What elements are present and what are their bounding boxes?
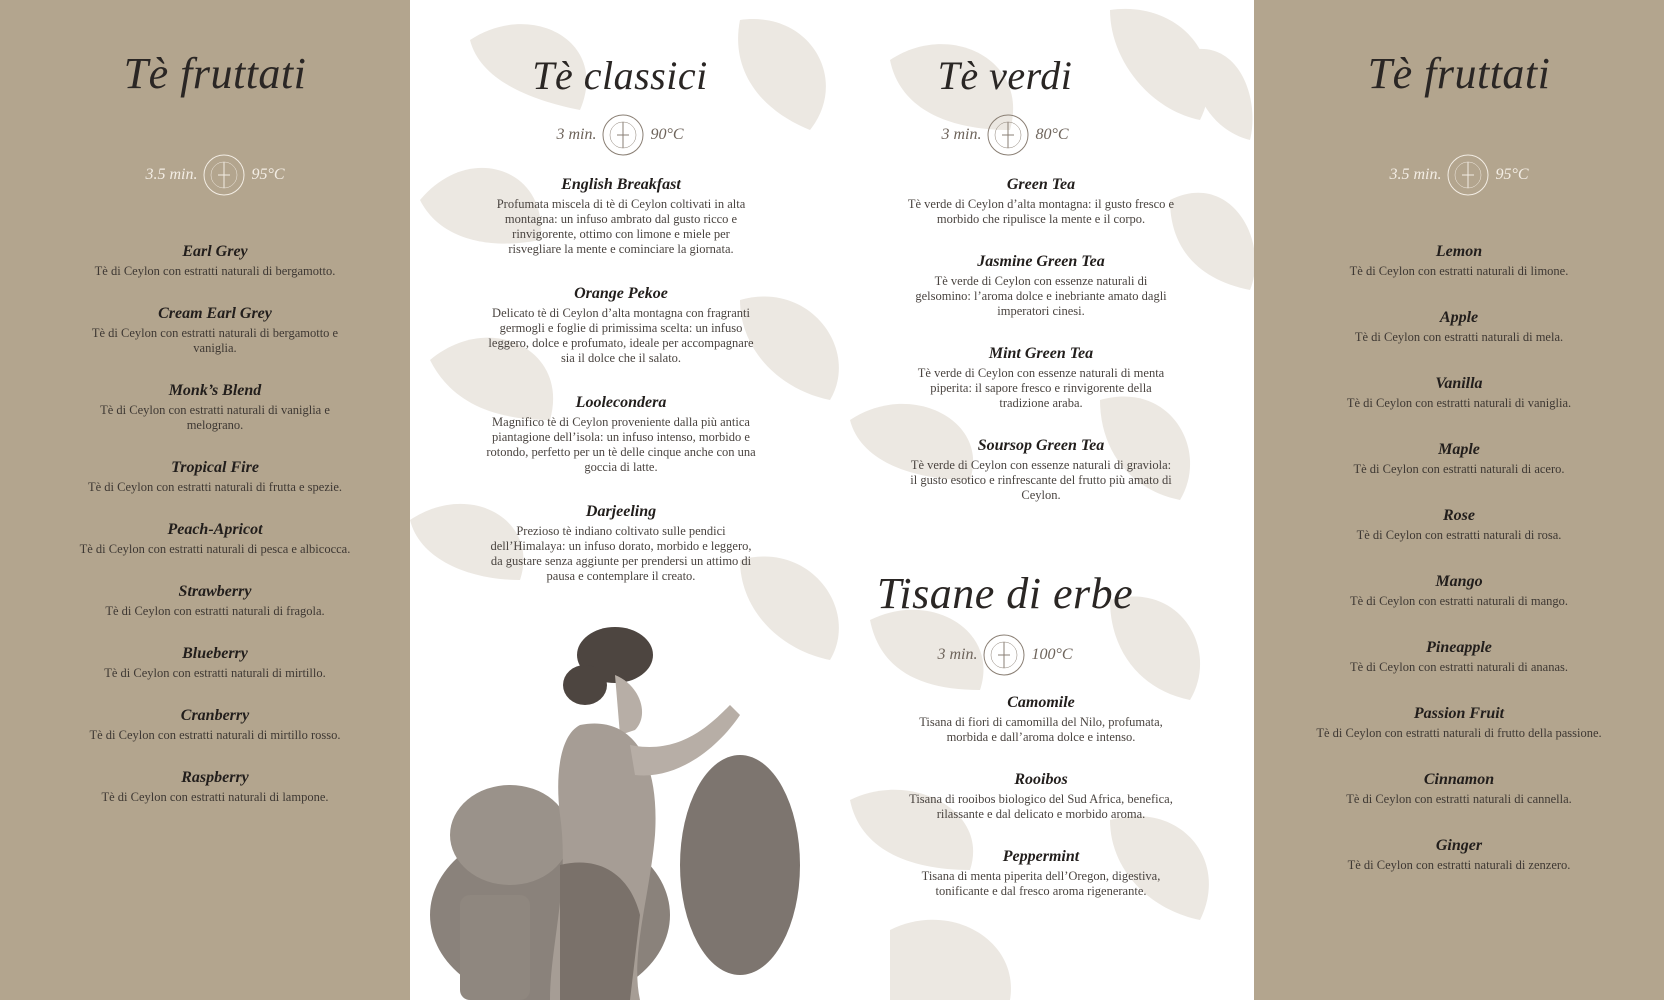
menu-item-description: Tè verde di Ceylon d’alta montagna: il gusto fresco e morbido che ripulisce la mente e il corpo. — [907, 197, 1175, 226]
menu-item-name: Tropical Fire — [171, 459, 259, 476]
menu-item-name: Green Tea — [1006, 176, 1076, 193]
menu-item-name: Camomile — [1007, 694, 1075, 711]
menu-item — [486, 503, 756, 584]
menu-item-name: Cranberry — [180, 707, 250, 724]
center-panel — [410, 0, 1254, 1000]
menu-item — [906, 848, 1176, 899]
menu-item — [1314, 507, 1604, 543]
clock-icon — [1445, 152, 1491, 198]
verdi-section-title: Tè verdi — [937, 53, 1073, 98]
menu-item-description: Profumata miscela di tè di Ceylon coltivati in alta montagna: un infuso ambrato dal gusto ricco e rinvigorente, ottimo con limone e miele per risvegliare la mente e cominciare la giornata. — [496, 197, 746, 256]
menu-item — [1314, 375, 1604, 411]
menu-item-name: Apple — [1439, 309, 1479, 326]
right-brew-time: 3.5 min. — [1389, 166, 1442, 183]
menu-item — [906, 176, 1176, 227]
menu-item — [906, 345, 1176, 411]
verdi-tea-list — [906, 176, 1176, 503]
menu-item-name: Darjeeling — [585, 503, 657, 520]
menu-item — [78, 305, 352, 356]
menu-item-description: Delicato tè di Ceylon d’alta montagna con fragranti germogli e foglie di primissima scelta: un infuso leggero, dolce e profumato, ideale per accompagnare sia il dolce che il salato. — [488, 306, 754, 365]
tisane-brew-time: 3 min. — [937, 646, 978, 663]
menu-item-description: Prezioso tè indiano coltivato sulle pendici dell’Himalaya: un infuso dorato, morbido e leggero, da gustare senza aggiunte per prendersi un attimo di pausa e contemplare il creato. — [490, 524, 752, 583]
classici-brew-time: 3 min. — [556, 126, 597, 143]
menu-item-name: Jasmine Green Tea — [977, 253, 1105, 270]
menu-item-name: Earl Grey — [182, 243, 248, 260]
clock-icon — [981, 632, 1027, 678]
left-panel — [0, 0, 410, 1000]
menu-item-description: Tè di Ceylon con estratti naturali di acero. — [1353, 462, 1565, 476]
menu-item-description: Tè di Ceylon con estratti naturali di frutto della passione. — [1316, 726, 1602, 740]
menu-item — [78, 707, 352, 743]
menu-item-name: Peach-Apricot — [167, 521, 263, 538]
menu-item-name: Raspberry — [181, 769, 249, 786]
menu-item — [1314, 441, 1604, 477]
menu-item — [1314, 837, 1604, 873]
menu-item-description: Magnifico tè di Ceylon proveniente dalla più antica piantagione dell’isola: un infuso intenso, morbido e rotondo, perfetto per un tè delle cinque anche con una goccia di latte. — [486, 415, 756, 474]
menu-item-name: Orange Pekoe — [574, 285, 668, 302]
menu-item-name: Pineapple — [1426, 639, 1492, 656]
menu-item-name: Lemon — [1435, 243, 1483, 260]
right-brew-temp: 95°C — [1495, 166, 1529, 183]
menu-item-name: Ginger — [1435, 837, 1483, 854]
menu-item-description: Tè di Ceylon con estratti naturali di pesca e albicocca. — [79, 542, 351, 556]
menu-item-name: Rose — [1443, 507, 1475, 524]
menu-item-description: Tè verde di Ceylon con essenze naturali di menta piperita: il sapore fresco e rinvigorente della tradizione araba. — [917, 366, 1165, 410]
right-brew-info — [1254, 152, 1664, 198]
menu-item — [78, 459, 352, 495]
menu-item-name: Blueberry — [182, 645, 248, 662]
left-brew-time: 3.5 min. — [145, 166, 198, 183]
menu-item — [906, 771, 1176, 822]
menu-item-description: Tè di Ceylon con estratti naturali di ananas. — [1350, 660, 1568, 674]
clock-icon — [600, 112, 646, 158]
menu-item — [486, 176, 756, 257]
left-brew-info — [0, 152, 430, 198]
menu-item-description: Tè di Ceylon con estratti naturali di mango. — [1350, 594, 1568, 608]
menu-item-name: Mint Green Tea — [988, 345, 1094, 362]
left-tea-list — [78, 243, 352, 805]
clock-icon — [985, 112, 1031, 158]
menu-item-description: Tè di Ceylon con estratti naturali di cannella. — [1346, 792, 1572, 806]
left-section-title: Tè fruttati — [123, 49, 307, 98]
menu-item-description: Tè di Ceylon con estratti naturali di zenzero. — [1347, 858, 1571, 872]
menu-item-name: English Breakfast — [561, 176, 681, 193]
menu-item-name: Cream Earl Grey — [158, 305, 272, 322]
menu-item-name: Maple — [1438, 441, 1480, 458]
menu-item — [906, 253, 1176, 319]
menu-item-description: Tè di Ceylon con estratti naturali di lampone. — [101, 790, 329, 804]
menu-item-description: Tisana di fiori di camomilla del Nilo, profumata, morbida e dall’aroma dolce e intenso. — [919, 715, 1163, 744]
tisane-brew-info — [830, 632, 1180, 678]
menu-item — [906, 437, 1176, 503]
menu-item-description: Tè di Ceylon con estratti naturali di vaniglia. — [1346, 396, 1572, 410]
menu-item-description: Tè di Ceylon con estratti naturali di limone. — [1349, 264, 1569, 278]
menu-item — [1314, 639, 1604, 675]
menu-item-description: Tè di Ceylon con estratti naturali di bergamotto. — [94, 264, 336, 278]
menu-item — [78, 769, 352, 805]
left-brew-temp: 95°C — [251, 166, 285, 183]
menu-item — [78, 583, 352, 619]
menu-item-name: Peppermint — [1002, 848, 1080, 865]
menu-item — [78, 382, 352, 433]
right-section-title: Tè fruttati — [1367, 49, 1551, 98]
tea-picker-illustration — [430, 615, 830, 1000]
menu-item-name: Cinnamon — [1423, 771, 1495, 788]
menu-item-name: Rooibos — [1014, 771, 1068, 788]
menu-item — [78, 645, 352, 681]
verdi-brew-info — [830, 112, 1180, 158]
menu-item-description: Tè di Ceylon con estratti naturali di fragola. — [105, 604, 325, 618]
menu-item — [1314, 243, 1604, 279]
menu-item-description: Tè di Ceylon con estratti naturali di bergamotto e vaniglia. — [91, 326, 339, 355]
tisane-section-title: Tisane di erbe — [876, 569, 1134, 618]
menu-item — [78, 243, 352, 279]
verdi-brew-temp: 80°C — [1035, 126, 1069, 143]
classici-section-title: Tè classici — [532, 53, 708, 98]
menu-item-description: Tè di Ceylon con estratti naturali di rosa. — [1356, 528, 1562, 542]
menu-item-name: Mango — [1435, 573, 1483, 590]
right-tea-list — [1314, 243, 1604, 873]
tisane-list — [906, 694, 1176, 899]
menu-item-description: Tè verde di Ceylon con essenze naturali di graviola: il gusto esotico e rinfrescante del frutto più amato di Ceylon. — [910, 458, 1172, 502]
tisane-brew-temp: 100°C — [1031, 646, 1073, 663]
menu-item-name: Vanilla — [1435, 375, 1483, 392]
verdi-brew-time: 3 min. — [941, 126, 982, 143]
menu-item-name: Monk’s Blend — [168, 382, 262, 399]
menu-item-description: Tè di Ceylon con estratti naturali di mirtillo. — [104, 666, 326, 680]
menu-item — [486, 394, 756, 475]
menu-item-name: Loolecondera — [575, 394, 667, 411]
classici-brew-info — [410, 112, 830, 158]
classici-brew-temp: 90°C — [650, 126, 684, 143]
menu-item — [1314, 573, 1604, 609]
menu-item-description: Tè di Ceylon con estratti naturali di mela. — [1354, 330, 1564, 344]
menu-item — [906, 694, 1176, 745]
menu-item-name: Passion Fruit — [1413, 705, 1505, 722]
menu-item — [1314, 309, 1604, 345]
clock-icon — [201, 152, 247, 198]
menu-item-name: Strawberry — [178, 583, 252, 600]
menu-item-description: Tisana di rooibos biologico del Sud Africa, benefica, rilassante e dal delicato e morbido aroma. — [909, 792, 1173, 821]
menu-item — [1314, 705, 1604, 741]
menu-item-description: Tè di Ceylon con estratti naturali di frutta e spezie. — [87, 480, 343, 494]
classici-tea-list — [486, 176, 756, 584]
menu-item-description: Tè di Ceylon con estratti naturali di vaniglia e melograno. — [100, 403, 330, 432]
menu-item-name: Soursop Green Tea — [977, 437, 1105, 454]
menu-item — [78, 521, 352, 557]
menu-item — [486, 285, 756, 366]
menu-item-description: Tè di Ceylon con estratti naturali di mirtillo rosso. — [89, 728, 341, 742]
menu-item-description: Tisana di menta piperita dell’Oregon, digestiva, tonificante e dal fresco aroma rigenerante. — [921, 869, 1161, 898]
menu-item — [1314, 771, 1604, 807]
menu-item-description: Tè verde di Ceylon con essenze naturali di gelsomino: l’aroma dolce e inebriante amato dagli imperatori cinesi. — [915, 274, 1167, 318]
right-panel — [1254, 0, 1664, 1000]
